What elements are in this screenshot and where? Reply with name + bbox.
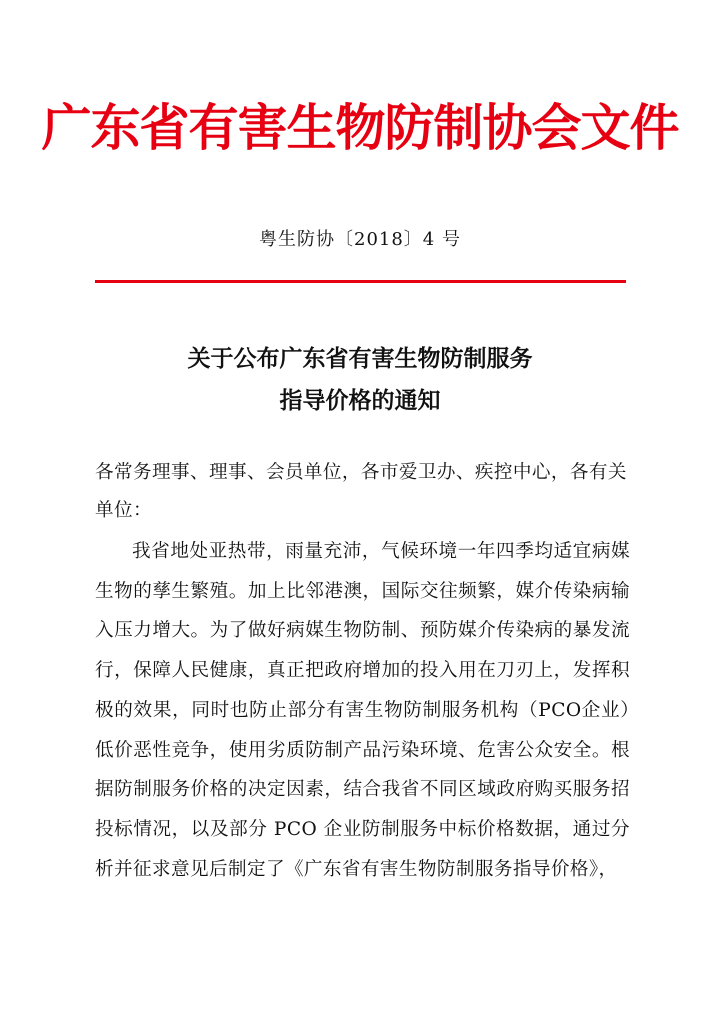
notice-title-line-1: 关于公布广东省有害生物防制服务	[187, 345, 533, 372]
document-header-title: 广东省有害生物防制协会文件	[41, 98, 679, 157]
body-paragraph: 我省地处亚热带，雨量充沛，气候环境一年四季均适宜病媒生物的孳生繁殖。加上比邻港澳，国际交往频繁，媒介传染病输入压力增大。为了做好病媒生物防制、预防媒介传染病的暴发流行，保障人民健康，真正把政府增加的投入用在刀刃上，发挥积极的效果，同时也防止部分有害生物防制服务机构（PCO企业）低价恶性竞争，使用劣质防制产品污染环境、危害公众安全。根据防制服务价格的决定因素，结合我省不同区域政府购买服务招投标情况，以及部分 PCO 企业防制服务中标价格数据，通过分析并征求意见后制定了《广东省有害生物防制服务指导价格》，	[95, 541, 630, 880]
notice-title	[0, 338, 720, 422]
header-divider-line	[95, 280, 626, 283]
addressee-paragraph: 各常务理事、理事、会员单位，各市爱卫办、疾控中心，各有关单位：	[95, 462, 627, 521]
notice-title-line-2: 指导价格的通知	[279, 387, 441, 414]
document-number: 粤生防协〔2018〕4 号	[259, 229, 461, 250]
